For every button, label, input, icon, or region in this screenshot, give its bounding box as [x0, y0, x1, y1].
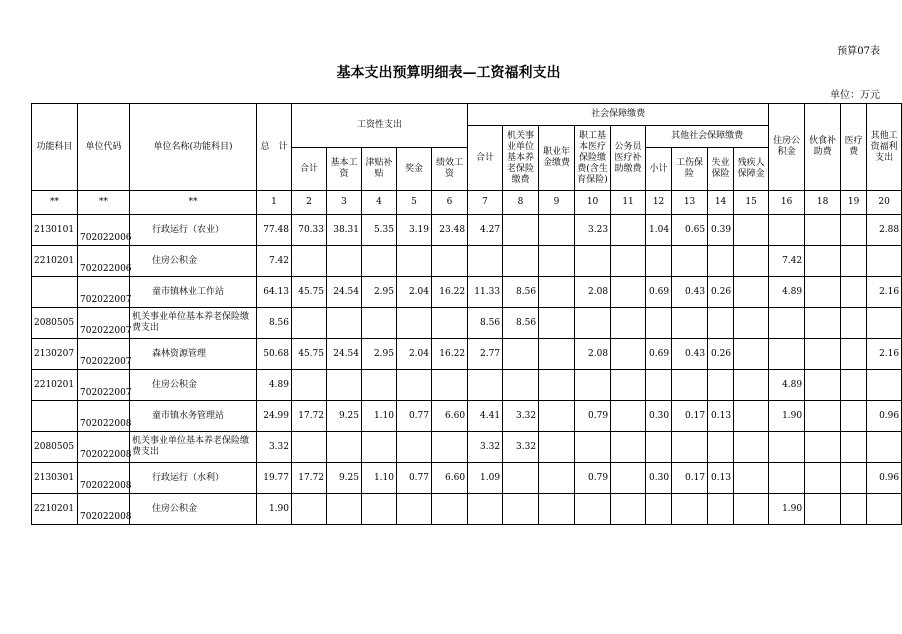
- column-index-cell: 14: [708, 191, 734, 215]
- unit-label: 单位：万元: [830, 90, 880, 101]
- amount-cell: 0.13: [708, 463, 734, 494]
- amount-cell: [611, 215, 646, 246]
- header-social-sum: 合计: [468, 126, 503, 191]
- header-unit-name: 单位名称(功能科目): [130, 104, 257, 191]
- amount-cell: 8.56: [503, 277, 539, 308]
- amount-cell: [539, 463, 575, 494]
- amount-cell: [503, 370, 539, 401]
- amount-cell: 4.89: [769, 277, 805, 308]
- amount-cell: 0.43: [672, 277, 708, 308]
- amount-cell: [539, 401, 575, 432]
- amount-cell: [362, 246, 397, 277]
- amount-cell: [646, 246, 672, 277]
- unit-code-cell: 702022007: [78, 308, 130, 339]
- amount-cell: [672, 308, 708, 339]
- salary-welfare-table: [31, 103, 902, 525]
- table-row: [32, 246, 902, 277]
- amount-cell: [708, 308, 734, 339]
- column-index-row: [32, 191, 902, 215]
- amount-cell: 2.16: [867, 339, 902, 370]
- amount-cell: 16.22: [432, 277, 468, 308]
- amount-cell: [708, 494, 734, 525]
- amount-cell: [503, 494, 539, 525]
- amount-cell: 38.31: [327, 215, 362, 246]
- table-row: [32, 308, 902, 339]
- amount-cell: 3.32: [468, 432, 503, 463]
- amount-cell: 4.41: [468, 401, 503, 432]
- amount-cell: [646, 308, 672, 339]
- amount-cell: 1.90: [769, 494, 805, 525]
- amount-cell: 9.25: [327, 463, 362, 494]
- amount-cell: [539, 246, 575, 277]
- table-row: [32, 339, 902, 370]
- amount-cell: [327, 370, 362, 401]
- amount-cell: [432, 246, 468, 277]
- amount-cell: [672, 432, 708, 463]
- column-index-cell: 9: [539, 191, 575, 215]
- amount-cell: [432, 308, 468, 339]
- unit-code-cell: 702022007: [78, 370, 130, 401]
- amount-cell: [867, 432, 902, 463]
- amount-cell: 0.26: [708, 277, 734, 308]
- amount-cell: [539, 277, 575, 308]
- amount-cell: 8.56: [257, 308, 292, 339]
- amount-cell: 2.95: [362, 277, 397, 308]
- amount-cell: [397, 432, 432, 463]
- func-subject-cell: [32, 401, 78, 432]
- amount-cell: [397, 308, 432, 339]
- amount-cell: [503, 463, 539, 494]
- func-subject-cell: 2130207: [32, 339, 78, 370]
- amount-cell: [611, 246, 646, 277]
- unit-code-cell: 702022008: [78, 401, 130, 432]
- amount-cell: [468, 246, 503, 277]
- amount-cell: [575, 432, 611, 463]
- amount-cell: 0.69: [646, 339, 672, 370]
- unit-name-cell: 住房公积金: [130, 370, 257, 401]
- amount-cell: [503, 339, 539, 370]
- amount-cell: [432, 494, 468, 525]
- amount-cell: [841, 463, 867, 494]
- amount-cell: [734, 339, 769, 370]
- amount-cell: [327, 246, 362, 277]
- unit-name-cell: 住房公积金: [130, 494, 257, 525]
- page-title: 基本支出预算明细表—工资福利支出: [336, 65, 561, 81]
- func-subject-cell: 2130101: [32, 215, 78, 246]
- amount-cell: [734, 432, 769, 463]
- amount-cell: [769, 432, 805, 463]
- amount-cell: [734, 494, 769, 525]
- amount-cell: [539, 308, 575, 339]
- amount-cell: [805, 246, 841, 277]
- amount-cell: 0.79: [575, 401, 611, 432]
- amount-cell: 0.77: [397, 463, 432, 494]
- amount-cell: 3.19: [397, 215, 432, 246]
- unit-code-cell: 702022007: [78, 339, 130, 370]
- amount-cell: 1.90: [769, 401, 805, 432]
- amount-cell: [841, 494, 867, 525]
- amount-cell: 2.04: [397, 339, 432, 370]
- amount-cell: 3.32: [503, 432, 539, 463]
- header-pension: 机关事业单位基本养老保险缴费: [503, 126, 539, 191]
- header-allowance: 津贴补贴: [362, 148, 397, 191]
- column-index-cell: 1: [257, 191, 292, 215]
- column-index-cell: 8: [503, 191, 539, 215]
- amount-cell: [841, 432, 867, 463]
- amount-cell: 1.10: [362, 463, 397, 494]
- amount-cell: 2.16: [867, 277, 902, 308]
- func-subject-cell: 2210201: [32, 494, 78, 525]
- amount-cell: [841, 215, 867, 246]
- amount-cell: [468, 494, 503, 525]
- amount-cell: [769, 463, 805, 494]
- amount-cell: [805, 463, 841, 494]
- amount-cell: [734, 246, 769, 277]
- header-unemployment: 失业保险: [708, 148, 734, 191]
- amount-cell: 2.08: [575, 277, 611, 308]
- amount-cell: [611, 339, 646, 370]
- unit-name-cell: 童市镇林业工作站: [130, 277, 257, 308]
- amount-cell: [362, 370, 397, 401]
- func-subject-cell: [32, 277, 78, 308]
- amount-cell: 0.39: [708, 215, 734, 246]
- column-index-cell: 5: [397, 191, 432, 215]
- amount-cell: 7.42: [257, 246, 292, 277]
- amount-cell: 0.96: [867, 463, 902, 494]
- amount-cell: 0.30: [646, 463, 672, 494]
- header-bonus: 奖金: [397, 148, 432, 191]
- header-social-group: 社会保障缴费: [468, 104, 769, 126]
- unit-name-cell: 机关事业单位基本养老保险缴费支出: [130, 432, 257, 463]
- amount-cell: 64.13: [257, 277, 292, 308]
- header-wage-sum: 合计: [292, 148, 327, 191]
- func-subject-cell: 2080505: [32, 308, 78, 339]
- amount-cell: [734, 370, 769, 401]
- amount-cell: 2.04: [397, 277, 432, 308]
- amount-cell: [841, 308, 867, 339]
- amount-cell: [805, 370, 841, 401]
- amount-cell: [575, 494, 611, 525]
- header-housing-fund: 住房公积金: [769, 104, 805, 191]
- amount-cell: [292, 370, 327, 401]
- amount-cell: [672, 494, 708, 525]
- amount-cell: [841, 370, 867, 401]
- amount-cell: 9.25: [327, 401, 362, 432]
- amount-cell: 0.65: [672, 215, 708, 246]
- column-index-cell: 19: [841, 191, 867, 215]
- unit-code-cell: 702022006: [78, 246, 130, 277]
- amount-cell: [539, 494, 575, 525]
- amount-cell: 1.09: [468, 463, 503, 494]
- amount-cell: [327, 308, 362, 339]
- amount-cell: [769, 308, 805, 339]
- amount-cell: [575, 308, 611, 339]
- amount-cell: [841, 277, 867, 308]
- table-row: [32, 401, 902, 432]
- unit-code-cell: 702022006: [78, 215, 130, 246]
- amount-cell: 1.04: [646, 215, 672, 246]
- amount-cell: 2.08: [575, 339, 611, 370]
- amount-cell: [867, 308, 902, 339]
- amount-cell: [539, 215, 575, 246]
- amount-cell: [575, 246, 611, 277]
- unit-name-cell: 住房公积金: [130, 246, 257, 277]
- amount-cell: 0.17: [672, 463, 708, 494]
- amount-cell: 3.32: [257, 432, 292, 463]
- column-index-cell: 10: [575, 191, 611, 215]
- func-subject-cell: 2080505: [32, 432, 78, 463]
- amount-cell: 2.77: [468, 339, 503, 370]
- amount-cell: [867, 370, 902, 401]
- unit-name-cell: 童市镇水务管理站: [130, 401, 257, 432]
- amount-cell: [611, 277, 646, 308]
- amount-cell: [805, 494, 841, 525]
- amount-cell: 45.75: [292, 277, 327, 308]
- amount-cell: [734, 401, 769, 432]
- amount-cell: [867, 246, 902, 277]
- amount-cell: 4.89: [257, 370, 292, 401]
- header-wage-group: 工资性支出: [292, 104, 468, 148]
- column-index-cell: **: [130, 191, 257, 215]
- func-subject-cell: 2130301: [32, 463, 78, 494]
- amount-cell: [575, 370, 611, 401]
- amount-cell: [362, 494, 397, 525]
- column-index-cell: 18: [805, 191, 841, 215]
- amount-cell: 0.17: [672, 401, 708, 432]
- amount-cell: 6.60: [432, 463, 468, 494]
- amount-cell: 0.79: [575, 463, 611, 494]
- amount-cell: [539, 370, 575, 401]
- amount-cell: 6.60: [432, 401, 468, 432]
- header-basic-wage: 基本工资: [327, 148, 362, 191]
- header-total: 总 计: [257, 104, 292, 191]
- amount-cell: 0.13: [708, 401, 734, 432]
- amount-cell: [292, 308, 327, 339]
- amount-cell: [397, 246, 432, 277]
- amount-cell: 1.10: [362, 401, 397, 432]
- amount-cell: [539, 339, 575, 370]
- amount-cell: [672, 246, 708, 277]
- header-perf-wage: 绩效工资: [432, 148, 468, 191]
- amount-cell: 50.68: [257, 339, 292, 370]
- amount-cell: [327, 432, 362, 463]
- table-row: [32, 370, 902, 401]
- unit-code-cell: 702022008: [78, 463, 130, 494]
- header-other-wage: 其他工资福利支出: [867, 104, 902, 191]
- amount-cell: [292, 494, 327, 525]
- amount-cell: [805, 277, 841, 308]
- amount-cell: [708, 432, 734, 463]
- amount-cell: [292, 246, 327, 277]
- amount-cell: [539, 432, 575, 463]
- unit-name-cell: 机关事业单位基本养老保险缴费支出: [130, 308, 257, 339]
- amount-cell: 0.30: [646, 401, 672, 432]
- amount-cell: [646, 370, 672, 401]
- amount-cell: [805, 339, 841, 370]
- amount-cell: 23.48: [432, 215, 468, 246]
- amount-cell: [805, 401, 841, 432]
- column-index-cell: 4: [362, 191, 397, 215]
- amount-cell: [611, 370, 646, 401]
- amount-cell: [805, 432, 841, 463]
- amount-cell: 24.54: [327, 339, 362, 370]
- amount-cell: [734, 215, 769, 246]
- column-index-cell: 16: [769, 191, 805, 215]
- unit-code-cell: 702022008: [78, 494, 130, 525]
- header-annuity: 职业年金缴费: [539, 126, 575, 191]
- amount-cell: [362, 432, 397, 463]
- amount-cell: [734, 463, 769, 494]
- amount-cell: [611, 308, 646, 339]
- amount-cell: [841, 401, 867, 432]
- amount-cell: [611, 401, 646, 432]
- amount-cell: 11.33: [468, 277, 503, 308]
- amount-cell: 24.54: [327, 277, 362, 308]
- column-index-cell: 6: [432, 191, 468, 215]
- amount-cell: 77.48: [257, 215, 292, 246]
- column-index-cell: 13: [672, 191, 708, 215]
- amount-cell: [867, 494, 902, 525]
- column-index-cell: 3: [327, 191, 362, 215]
- amount-cell: [503, 246, 539, 277]
- amount-cell: 0.96: [867, 401, 902, 432]
- amount-cell: 1.90: [257, 494, 292, 525]
- amount-cell: 0.43: [672, 339, 708, 370]
- amount-cell: [503, 215, 539, 246]
- column-index-cell: **: [78, 191, 130, 215]
- amount-cell: [805, 215, 841, 246]
- amount-cell: 45.75: [292, 339, 327, 370]
- amount-cell: 4.89: [769, 370, 805, 401]
- unit-name-cell: 行政运行（农业）: [130, 215, 257, 246]
- column-index-cell: 20: [867, 191, 902, 215]
- amount-cell: [769, 339, 805, 370]
- amount-cell: [611, 463, 646, 494]
- form-code: 预算07表: [837, 46, 880, 57]
- table-row: [32, 463, 902, 494]
- amount-cell: 24.99: [257, 401, 292, 432]
- func-subject-cell: 2210201: [32, 370, 78, 401]
- table-row: [32, 432, 902, 463]
- unit-name-cell: 行政运行（水利）: [130, 463, 257, 494]
- header-injury: 工伤保险: [672, 148, 708, 191]
- amount-cell: [611, 432, 646, 463]
- amount-cell: 16.22: [432, 339, 468, 370]
- unit-name-cell: 森林资源管理: [130, 339, 257, 370]
- amount-cell: [468, 370, 503, 401]
- amount-cell: [841, 246, 867, 277]
- amount-cell: [734, 308, 769, 339]
- amount-cell: 7.42: [769, 246, 805, 277]
- column-index-cell: **: [32, 191, 78, 215]
- header-disabled: 残疾人保障金: [734, 148, 769, 191]
- amount-cell: [397, 370, 432, 401]
- amount-cell: 3.32: [503, 401, 539, 432]
- header-meal: 伙食补助费: [805, 104, 841, 191]
- amount-cell: [708, 246, 734, 277]
- table-row: [32, 494, 902, 525]
- amount-cell: [362, 308, 397, 339]
- amount-cell: [805, 308, 841, 339]
- header-medical: 职工基本医疗保险缴费(含生育保险): [575, 126, 611, 191]
- amount-cell: [292, 432, 327, 463]
- column-index-cell: 7: [468, 191, 503, 215]
- amount-cell: [672, 370, 708, 401]
- column-index-cell: 2: [292, 191, 327, 215]
- amount-cell: 4.27: [468, 215, 503, 246]
- amount-cell: 8.56: [503, 308, 539, 339]
- column-index-cell: 11: [611, 191, 646, 215]
- amount-cell: [708, 370, 734, 401]
- table-row: [32, 277, 902, 308]
- header-civil-medical: 公务员医疗补助缴费: [611, 126, 646, 191]
- amount-cell: [769, 215, 805, 246]
- header-func-subject: 功能科目: [32, 104, 78, 191]
- amount-cell: 5.35: [362, 215, 397, 246]
- header-unit-code: 单位代码: [78, 104, 130, 191]
- amount-cell: [841, 339, 867, 370]
- amount-cell: 0.26: [708, 339, 734, 370]
- amount-cell: 0.77: [397, 401, 432, 432]
- header-other-social-group: 其他社会保障缴费: [646, 126, 769, 148]
- header-medical-fee: 医疗费: [841, 104, 867, 191]
- amount-cell: 2.95: [362, 339, 397, 370]
- amount-cell: [611, 494, 646, 525]
- amount-cell: 3.23: [575, 215, 611, 246]
- amount-cell: [646, 494, 672, 525]
- amount-cell: [432, 432, 468, 463]
- column-index-cell: 15: [734, 191, 769, 215]
- unit-code-cell: 702022007: [78, 277, 130, 308]
- amount-cell: 19.77: [257, 463, 292, 494]
- header-other-sub: 小计: [646, 148, 672, 191]
- func-subject-cell: 2210201: [32, 246, 78, 277]
- amount-cell: [327, 494, 362, 525]
- amount-cell: 2.88: [867, 215, 902, 246]
- unit-code-cell: 702022008: [78, 432, 130, 463]
- amount-cell: 8.56: [468, 308, 503, 339]
- amount-cell: [397, 494, 432, 525]
- column-index-cell: 12: [646, 191, 672, 215]
- amount-cell: [646, 432, 672, 463]
- amount-cell: [432, 370, 468, 401]
- amount-cell: 17.72: [292, 463, 327, 494]
- amount-cell: 70.33: [292, 215, 327, 246]
- amount-cell: 17.72: [292, 401, 327, 432]
- table-row: [32, 215, 902, 246]
- amount-cell: 0.69: [646, 277, 672, 308]
- amount-cell: [734, 277, 769, 308]
